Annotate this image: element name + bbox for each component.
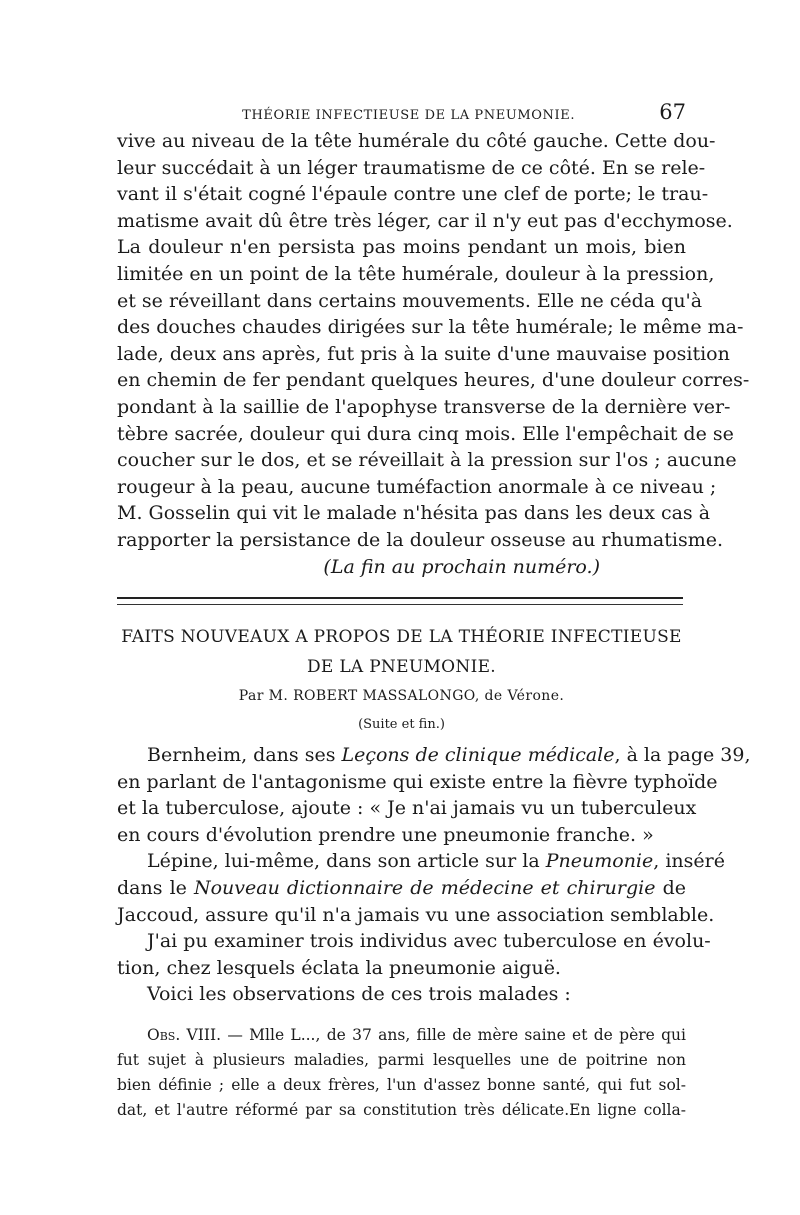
text-line: [117, 1023, 686, 1048]
text-line: [117, 848, 725, 875]
page-header: [118, 100, 686, 124]
text-line: pondant à la saillie de l'apophyse transverse de la dernière ver-: [117, 395, 731, 418]
text-line: vive au niveau de la tête humérale du côté gauche. Cette dou-: [117, 130, 716, 152]
text-line: limitée en un point de la tête humérale, douleur à la pression,: [117, 262, 715, 285]
text-span: , à la page 39,: [614, 744, 751, 766]
text-line: J'ai pu examiner trois individus avec tuberculose en évolu-: [147, 930, 711, 953]
article-title: [117, 622, 686, 682]
text-line: en chemin de fer pendant quelques heures, d'une douleur corres-: [117, 369, 750, 392]
book-title: Leçons de clinique médicale: [341, 744, 615, 766]
running-title: THÉORIE INFECTIEUSE DE LA PNEUMONIE.: [242, 108, 576, 123]
text-line: lade, deux ans après, fut pris à la suite d'une mauvaise position: [117, 342, 730, 365]
text-line: et la tuberculose, ajoute : « Je n'ai jamais vu un tuberculeux: [117, 797, 697, 820]
text-line: La douleur n'en persista pas moins pendant un mois, bien: [117, 236, 686, 259]
text-line: M. Gosselin qui vit le malade n'hésita pas dans les deux cas à: [117, 502, 711, 525]
text-span: , inséré: [653, 850, 725, 873]
text-line: dat, et l'autre réformé par sa constitution très délicate.En ligne colla-: [117, 1101, 686, 1119]
text-line: tion, chez lesquels éclata la pneumonie aiguë.: [117, 956, 561, 979]
text-span: Bernheim, dans ses: [147, 744, 342, 766]
observation-block: [117, 1023, 686, 1123]
text-line: vant il s'était cogné l'épaule contre une clef de porte; le trau-: [117, 183, 709, 206]
page-number: 67: [659, 100, 686, 124]
text-line: fut sujet à plusieurs maladies, parmi lesquelles une de poitrine non: [117, 1051, 686, 1069]
text-line: Jaccoud, assure qu'il n'a jamais vu une association semblable.: [117, 903, 715, 926]
text-span: Lépine, lui-même, dans son article sur la: [147, 850, 546, 873]
text-line: des douches chaudes dirigées sur la tête humérale; le même ma-: [117, 316, 744, 339]
text-line: leur succédait à un léger traumatisme de ce côté. En se rele-: [117, 156, 706, 179]
article-ref: Pneumonie: [545, 850, 654, 873]
text-span: — Mlle L..., de 37 ans, fille de mère saine et de père qui: [221, 1026, 686, 1044]
observation-label: Obs. VIII.: [147, 1026, 222, 1044]
text-line: rougeur à la peau, aucune tuméfaction anormale à ce niveau ;: [117, 475, 717, 498]
suite-note: (Suite et fin.): [358, 717, 445, 732]
text-line: Voici les observations de ces trois malades :: [147, 983, 571, 1006]
text-line: coucher sur le dos, et se réveillait à la pression sur l'os ; aucune: [117, 449, 737, 472]
section-divider-thin: [117, 604, 683, 605]
continued-note: (La fin au prochain numéro.): [323, 555, 600, 578]
article-title-line: FAITS NOUVEAUX A PROPOS DE LA THÉORIE INFECTIEUSE: [121, 627, 682, 647]
text-line: en parlant de l'antagonisme qui existe entre la fièvre typhoïde: [117, 770, 718, 793]
text-line: [117, 875, 686, 902]
text-line: et se réveillant dans certains mouvements. Elle ne céda qu'à: [117, 289, 703, 312]
text-span: de: [655, 876, 686, 899]
article-title-line: DE LA PNEUMONIE.: [306, 657, 496, 677]
text-line: [117, 742, 751, 769]
book-title: Nouveau dictionnaire de médecine et chirurgie: [193, 876, 656, 899]
text-line: en cours d'évolution prendre une pneumonie franche. »: [117, 823, 654, 846]
text-span: dans le: [117, 876, 194, 899]
author-byline: Par M. ROBERT MASSALONGO, de Vérone.: [238, 688, 565, 704]
text-line: bien définie ; elle a deux frères, l'un d'assez bonne santé, qui fut sol-: [117, 1076, 686, 1094]
section-divider: [117, 597, 683, 599]
article-body: [117, 742, 751, 1008]
text-line: tèbre sacrée, douleur qui dura cinq mois. Elle l'empêchait de se: [117, 422, 734, 445]
top-paragraph: [117, 128, 750, 580]
text-line: rapporter la persistance de la douleur osseuse au rhumatisme.: [117, 528, 724, 551]
text-line: matisme avait dû être très léger, car il n'y eut pas d'ecchymose.: [117, 209, 733, 232]
